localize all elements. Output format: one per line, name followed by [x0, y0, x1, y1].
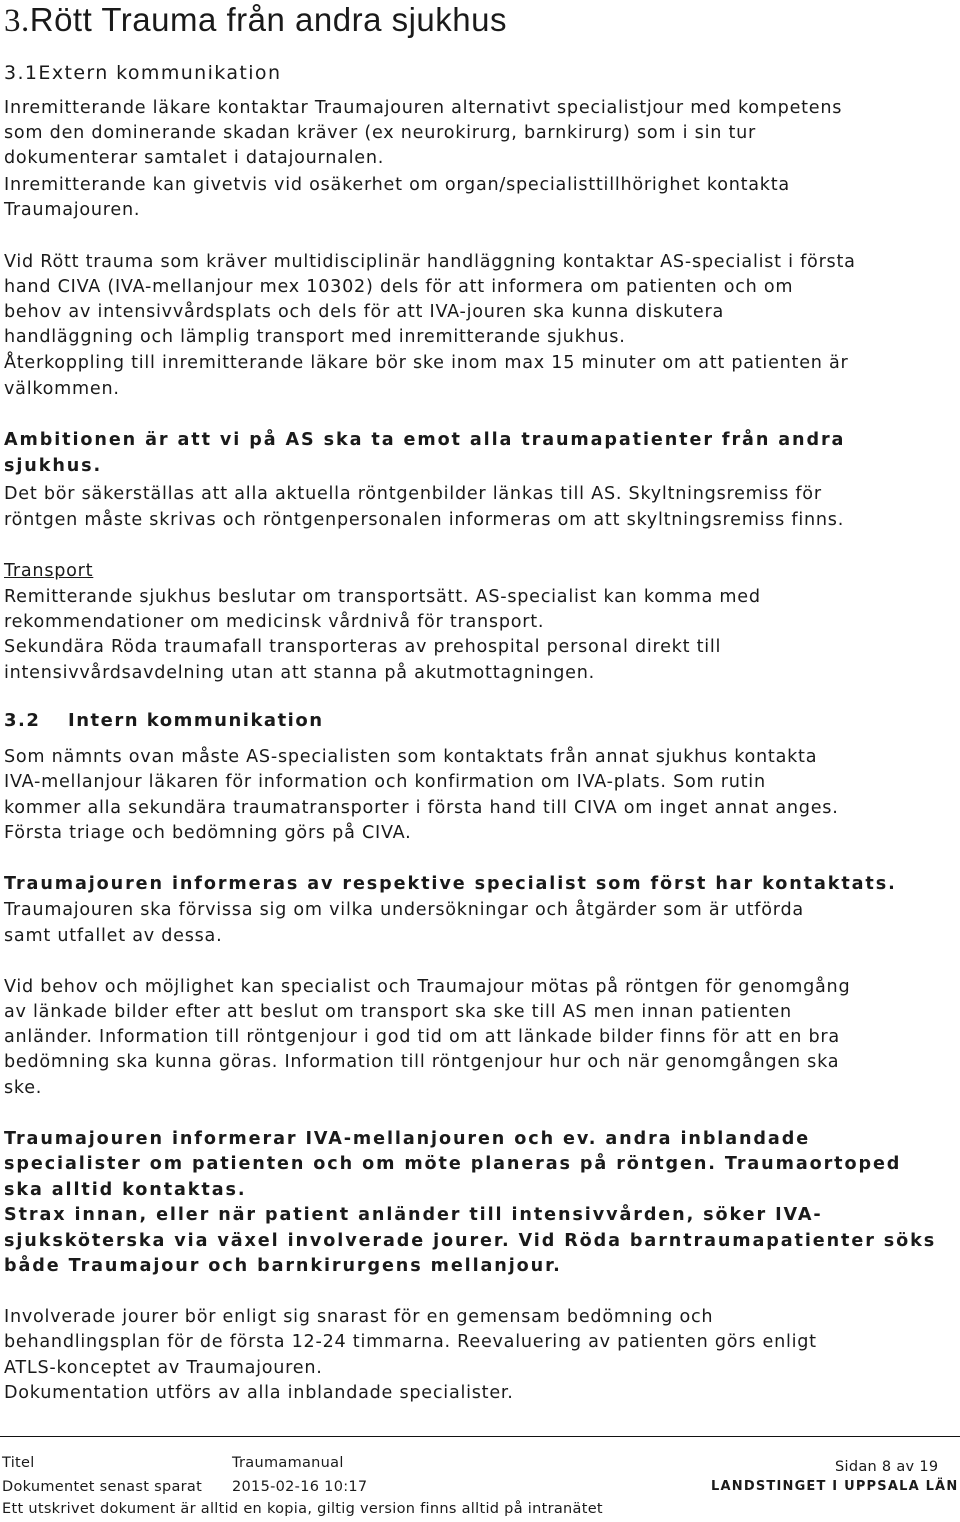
section-heading-3-1: 3.1Extern kommunikation [4, 62, 282, 84]
text-line: dokumenterar samtalet i datajournalen. [4, 148, 385, 168]
text-line: behov av intensivvårdsplats och dels för att IVA-jouren ska kunna diskutera [4, 302, 725, 322]
organization-name: LANDSTINGET I UPPSALA LÄN [711, 1479, 959, 1494]
text-line: röntgen måste skrivas och röntgenpersonalen informeras om att skyltningsremiss finns. [4, 510, 845, 530]
text-line: Som nämnts ovan måste AS-specialisten som kontaktats från annat sjukhus kontakta [4, 747, 818, 767]
heading-number: 3. [4, 3, 30, 39]
footer-saved-label: Dokumentet senast sparat [2, 1479, 203, 1495]
bold-line: Ambitionen är att vi på AS ska ta emot alla traumapatienter från andra [4, 430, 846, 450]
text-line: Första triage och bedömning görs på CIVA. [4, 823, 412, 843]
text-line: Remitterande sjukhus beslutar om transportsätt. AS-specialist kan komma med [4, 587, 761, 607]
footer-disclaimer: Ett utskrivet dokument är alltid en kopia, giltig version finns alltid på intranätet [2, 1501, 603, 1517]
text-line: Inremitterande läkare kontaktar Traumajouren alternativt specialistjour med kompetens [4, 98, 843, 118]
bold-line: specialister om patienten och om möte planeras på röntgen. Traumaortoped [4, 1154, 902, 1174]
bold-line: Traumajouren informeras av respektive specialist som först har kontaktats. [4, 874, 897, 894]
bold-line: både Traumajour och barnkirurgens mellanjour. [4, 1256, 562, 1276]
bold-line: sjuksköterska via växel involverade jourer. Vid Röda barntraumapatienter söks [4, 1231, 937, 1251]
text-line: Involverade jourer bör enligt sig snarast för en gemensam bedömning och [4, 1307, 714, 1327]
bold-line: ska alltid kontaktas. [4, 1180, 247, 1200]
section-number: 3.2 [4, 710, 41, 731]
text-line: handläggning och lämplig transport med inremitterande sjukhus. [4, 327, 626, 347]
bold-line: Traumajouren informerar IVA-mellanjouren och ev. andra inblandade [4, 1129, 811, 1149]
text-line: Vid Rött trauma som kräver multidisciplinär handläggning kontaktar AS-specialist i första [4, 252, 856, 272]
text-line: Inremitterande kan givetvis vid osäkerhet om organ/specialisttillhörighet kontakta [4, 175, 790, 195]
footer-divider [0, 1436, 960, 1437]
text-line: Vid behov och möjlighet kan specialist och Traumajour mötas på röntgen för genomgång [4, 977, 851, 997]
text-line: Traumajouren. [4, 200, 141, 220]
text-line: IVA-mellanjour läkaren för information och konfirmation om IVA-plats. Som rutin [4, 772, 766, 792]
bold-line: Strax innan, eller när patient anländer till intensivvården, söker IVA- [4, 1205, 823, 1225]
text-line: samt utfallet av dessa. [4, 926, 223, 946]
text-line: ATLS-konceptet av Traumajouren. [4, 1358, 323, 1378]
text-line: behandlingsplan för de första 12-24 timmarna. Reevaluering av patienten görs enligt [4, 1332, 817, 1352]
section-heading-3-2 [4, 710, 324, 732]
text-line: intensivvårdsavdelning utan att stanna på akutmottagningen. [4, 663, 595, 683]
page-number: Sidan 8 av 19 [835, 1459, 939, 1475]
heading-title: Rött Trauma från andra sjukhus [29, 1, 507, 38]
transport-heading: Transport [4, 561, 94, 581]
text-line: ske. [4, 1078, 43, 1098]
text-line: Sekundära Röda traumafall transporteras av prehospital personal direkt till [4, 637, 722, 657]
text-line: Traumajouren ska förvissa sig om vilka undersökningar och åtgärder som är utförda [4, 900, 804, 920]
text-line: som den dominerande skadan kräver (ex neurokirurg, barnkirurg) som i sin tur [4, 123, 756, 143]
text-line: välkommen. [4, 379, 120, 399]
text-line: kommer alla sekundära traumatransporter i första hand till CIVA om inget annat anges. [4, 798, 839, 818]
bold-line: sjukhus. [4, 456, 103, 476]
text-line: bedömning ska kunna göras. Information till röntgenjour hur och när genomgången ska [4, 1052, 840, 1072]
text-line: Återkoppling till inremitterande läkare bör ske inom max 15 minuter om att patienten är [4, 353, 849, 373]
text-line: anländer. Information till röntgenjour i god tid om att länkade bilder finns för att en bra [4, 1027, 840, 1047]
footer-title-label: Titel [2, 1455, 35, 1471]
text-line: hand CIVA (IVA-mellanjour mex 10302) dels för att informera om patienten och om [4, 277, 794, 297]
page-title [4, 2, 507, 39]
text-line: av länkade bilder efter att beslut om transport ska ske till AS men innan patienten [4, 1002, 792, 1022]
section-title: Intern kommunikation [68, 710, 324, 731]
text-line: Dokumentation utförs av alla inblandade specialister. [4, 1383, 514, 1403]
text-line: rekommendationer om medicinsk vårdnivå för transport. [4, 612, 545, 632]
text-line: Det bör säkerställas att alla aktuella röntgenbilder länkas till AS. Skyltningsremiss för [4, 484, 822, 504]
footer-saved-value: 2015-02-16 10:17 [232, 1479, 368, 1495]
footer-title-value: Traumamanual [232, 1455, 344, 1471]
